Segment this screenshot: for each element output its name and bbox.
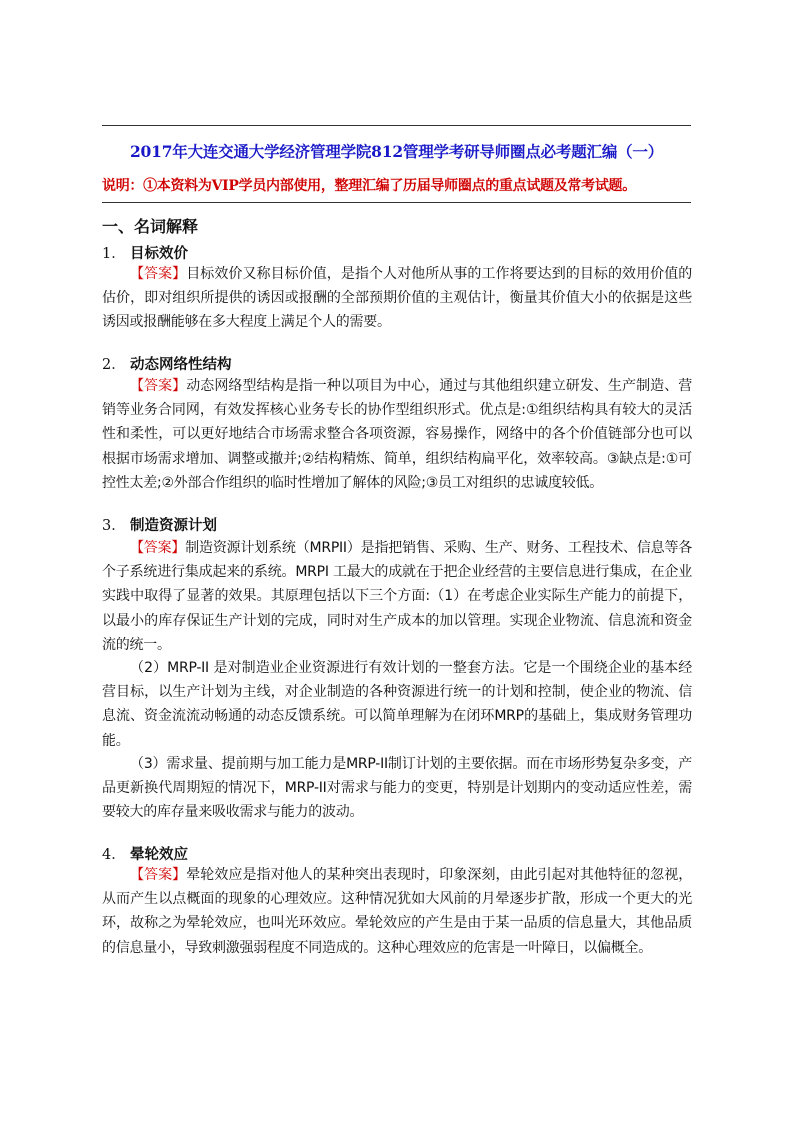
question-term: 晕轮效应 <box>130 847 188 863</box>
answer-tag: 【答案】 <box>130 540 186 556</box>
question-heading-1 <box>102 242 188 263</box>
document-title: 2017年大连交通大学经济管理学院812管理学考研导师圈点必考题汇编（一） <box>129 142 664 161</box>
question-number: 3． <box>102 518 126 534</box>
question-number: 1． <box>102 246 126 262</box>
question-heading-2 <box>102 353 232 374</box>
question-term: 动态网络性结构 <box>130 357 232 373</box>
answer-tag: 【答案】 <box>130 266 187 282</box>
answer-tag: 【答案】 <box>130 378 187 394</box>
answer-paragraph <box>102 262 692 335</box>
document-note: 说明：①本资料为VIP学员内部使用，整理汇编了历届导师圈点的重点试题及常考试题。 <box>102 178 636 194</box>
header-rule <box>102 125 691 126</box>
divider-rule <box>102 202 691 203</box>
question-term: 目标效价 <box>130 246 188 262</box>
answer-paragraph <box>102 536 692 657</box>
answer-tag: 【答案】 <box>130 867 187 883</box>
answer-paragraph <box>102 374 692 495</box>
answer-paragraph: （2）MRP-II 是对制造业企业资源进行有效计划的一整套方法。它是一个围绕企业的基本经营目标，以生产计划为主线，对企业制造的各种资源进行统一的计划和控制，使企业的物流、信息流、资金流流动畅通的动态反馈系统。可以简单理解为在闭环MRP的基础上，集成财务管理功能。 <box>102 660 692 749</box>
answer-text: 制造资源计划系统（MRPII）是指把销售、采购、生产、财务、工程技术、信息等各个子系统进行集成起来的系统。MRPI 工最大的成就在于把企业经营的主要信息进行集成，在企业实践中取得了显著的效果。其原理包括以下三个方面:（1）在考虑企业实际生产能力的前提下，以最小的库存保证生产计划的完成，同时对生产成本的加以管理。实现企业物流、信息流和资金流的统一。 <box>102 540 693 653</box>
question-number: 2． <box>102 357 126 373</box>
question-term: 制造资源计划 <box>130 518 217 534</box>
question-number: 4． <box>102 847 126 863</box>
answer-paragraph <box>102 863 692 960</box>
answer-text: 动态网络型结构是指一种以项目为中心，通过与其他组织建立研发、生产制造、营销等业务合同网，有效发挥核心业务专长的协作型组织形式。优点是:①组织结构具有较大的灵活性和柔性，可以更好地结合市场需求整合各项资源，容易操作，网络中的各个价值链部分也可以根据市场需求增加、调整或撤并;②结构精炼、简单，组织结构扁平化，效率较高。③缺点是:①可控性太差;②外部合作组织的临时性增加了解体的风险;③员工对组织的忠诚度较低。 <box>102 378 693 491</box>
section-heading: 一、名词解释 <box>102 217 199 236</box>
answer-paragraph: （3）需求量、提前期与加工能力是MRP-II制订计划的主要依据。而在市场形势复杂多变，产品更新换代周期短的情况下，MRP-II对需求与能力的变更，特别是计划期内的变动适应性差，需要较大的库存量来吸收需求与能力的波动。 <box>102 756 692 821</box>
answer-text: 目标效价又称目标价值，是指个人对他所从事的工作将要达到的目标的效用价值的估价，即对组织所提供的诱因或报酬的全部预期价值的主观估计，衡量其价值大小的依据是这些诱因或报酬能够在多大程度上满足个人的需要。 <box>102 266 693 331</box>
question-heading-4 <box>102 843 188 864</box>
answer-text: 晕轮效应是指对他人的某种突出表现时，印象深刻，由此引起对其他特征的忽视，从而产生以点概面的现象的心理效应。这种情况犹如大风前的月晕逐步扩散，形成一个更大的光环，故称之为晕轮效应，也叫光环效应。晕轮效应的产生是由于某一品质的信息量大，其他品质的信息量小，导致刺激强弱程度不同造成的。这种心理效应的危害是一叶障日，以偏概全。 <box>102 867 693 956</box>
question-heading-3 <box>102 514 217 535</box>
